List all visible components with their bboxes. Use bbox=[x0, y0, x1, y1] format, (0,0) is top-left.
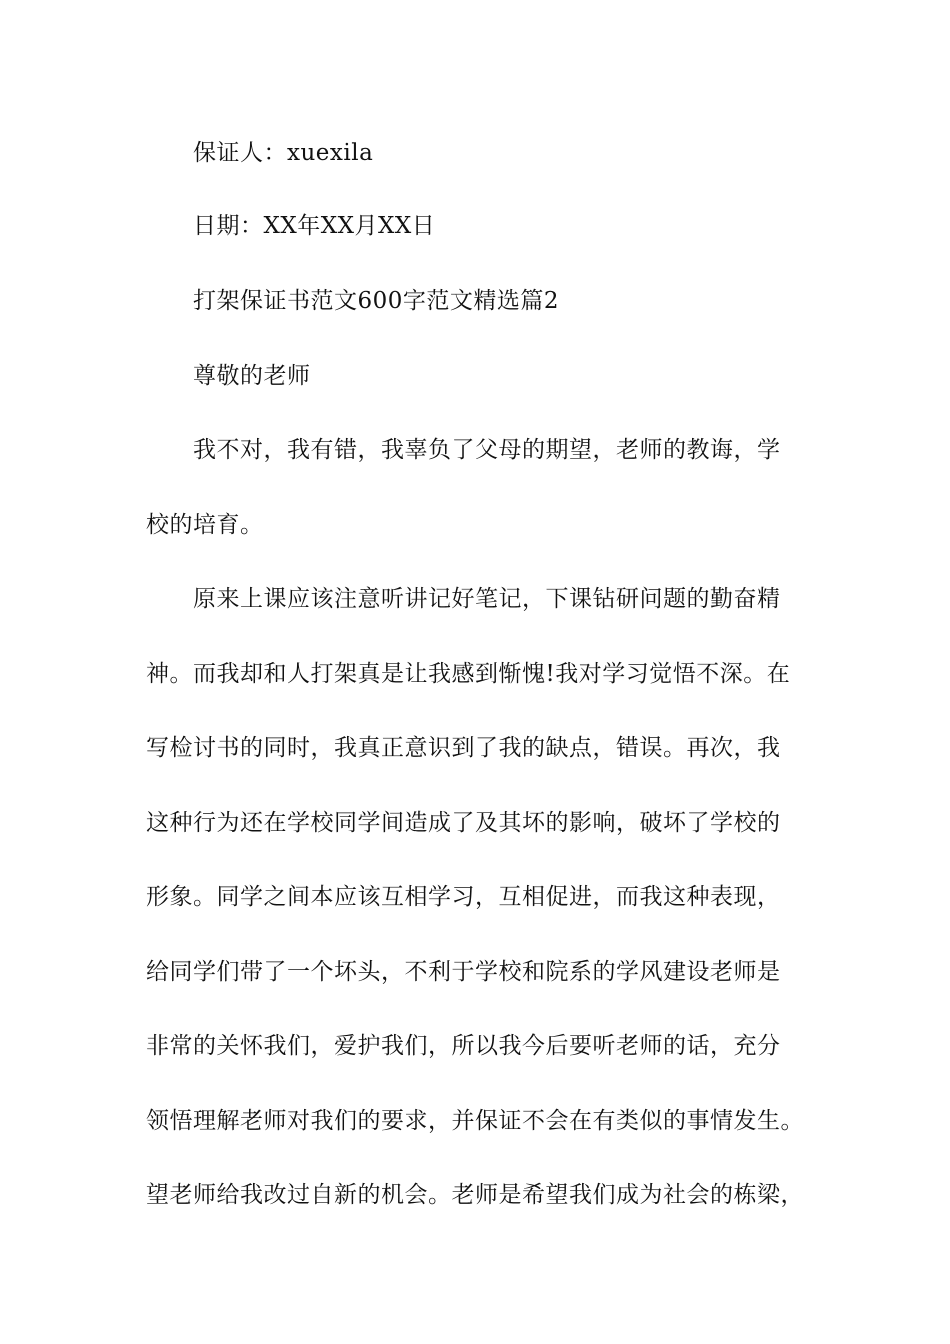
paragraph-2-line-1: 原来上课应该注意听讲记好笔记，下课钻研问题的勤奋精 bbox=[193, 586, 781, 612]
date-line: 日期：XX年XX月XX日 bbox=[193, 213, 436, 239]
guarantor-line: 保证人：xuexila bbox=[193, 140, 374, 166]
paragraph-2-line-6: 给同学们带了一个坏头，不利于学校和院系的学风建设老师是 bbox=[146, 959, 781, 985]
section-title: 打架保证书范文600字范文精选篇2 bbox=[193, 288, 560, 314]
salutation: 尊敬的老师 bbox=[193, 363, 311, 389]
paragraph-2-line-3: 写检讨书的同时，我真正意识到了我的缺点，错误。再次，我 bbox=[146, 735, 781, 761]
paragraph-1-line-2: 校的培育。 bbox=[146, 512, 264, 538]
paragraph-2-line-5: 形象。同学之间本应该互相学习，互相促进，而我这种表现， bbox=[146, 884, 781, 910]
paragraph-1-line-1: 我不对，我有错，我辜负了父母的期望，老师的教诲，学 bbox=[193, 437, 781, 463]
paragraph-2-line-2: 神。而我却和人打架真是让我感到惭愧!我对学习觉悟不深。在 bbox=[146, 661, 791, 687]
paragraph-2-line-4: 这种行为还在学校同学间造成了及其坏的影响，破坏了学校的 bbox=[146, 810, 781, 836]
paragraph-2-line-8: 领悟理解老师对我们的要求，并保证不会在有类似的事情发生。 bbox=[146, 1108, 804, 1134]
paragraph-2-line-7: 非常的关怀我们，爱护我们，所以我今后要听老师的话，充分 bbox=[146, 1033, 781, 1059]
paragraph-2-line-9: 望老师给我改过自新的机会。老师是希望我们成为社会的栋梁， bbox=[146, 1182, 804, 1208]
